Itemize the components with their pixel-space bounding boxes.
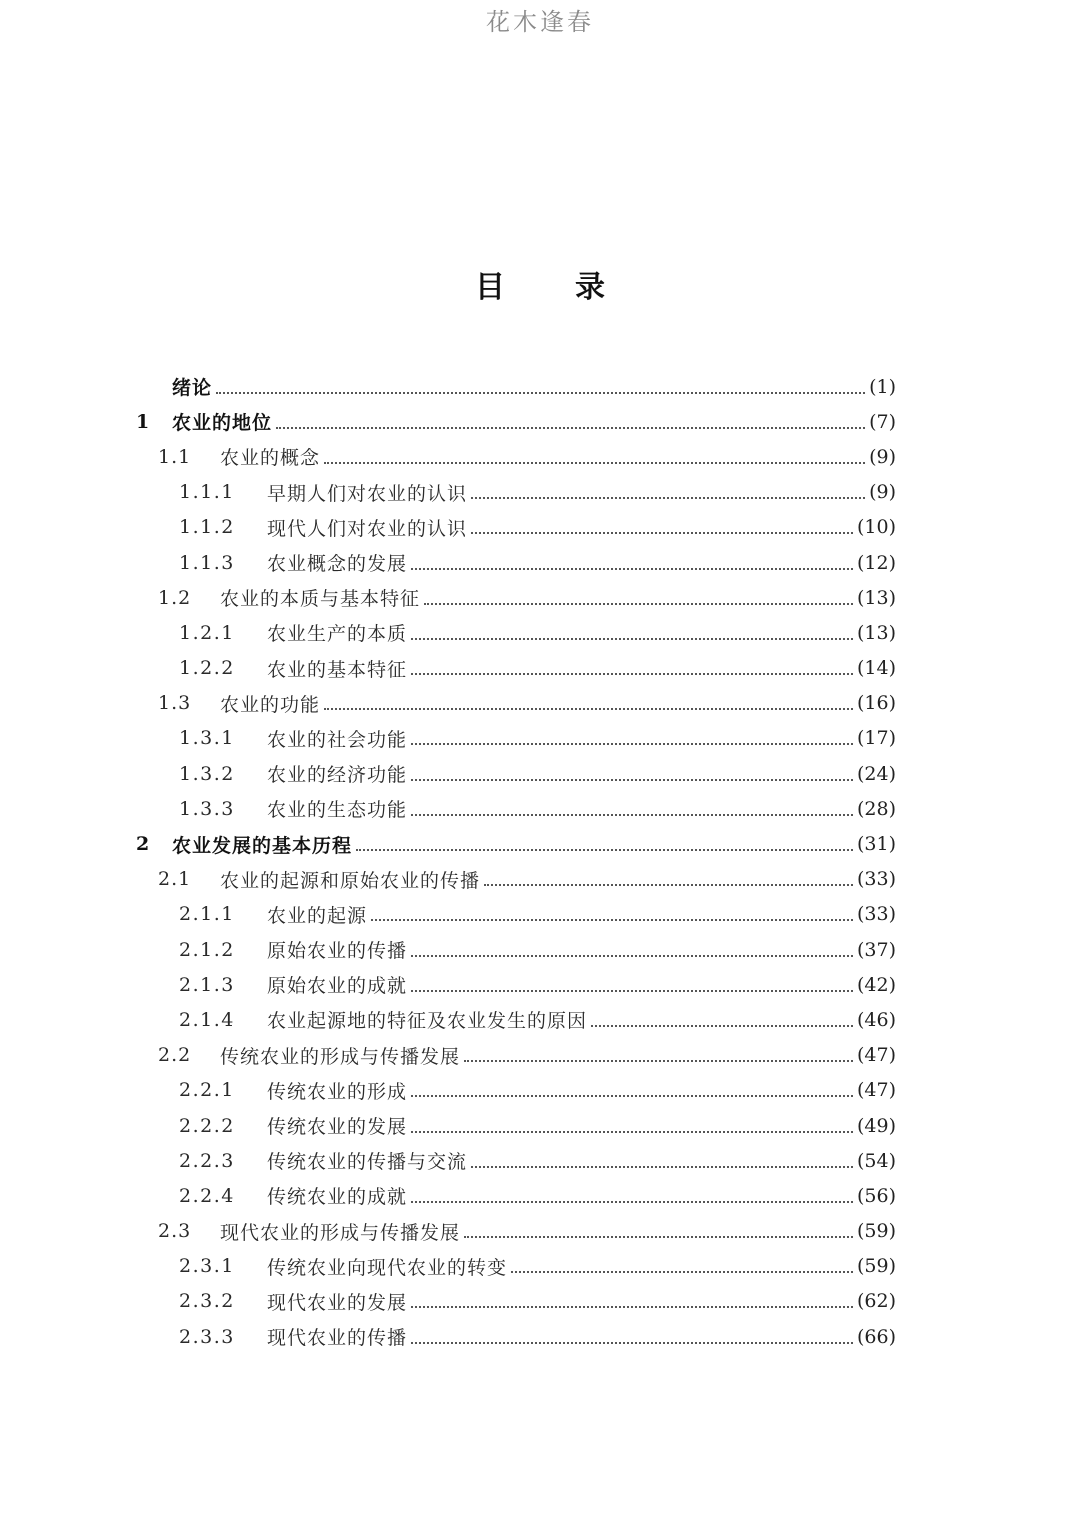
toc-entry-page: (33) — [856, 903, 896, 926]
toc-entry-label: 农业的功能 — [220, 693, 321, 716]
page-title — [0, 262, 1080, 306]
toc-entry-label: 农业的概念 — [220, 447, 321, 470]
toc-entry[interactable] — [136, 615, 896, 650]
toc-entry-number: 2.1.3 — [179, 973, 235, 996]
toc-entry[interactable] — [136, 510, 896, 545]
toc-entry-page: (47) — [856, 1044, 896, 1067]
page-title-char: 目 — [475, 270, 575, 305]
toc-entry-label: 传统农业的发展 — [267, 1116, 408, 1139]
toc-entry-number: 1.1.2 — [179, 516, 235, 539]
dot-leader — [356, 849, 853, 851]
dot-leader — [216, 392, 865, 394]
toc-entry[interactable] — [136, 721, 896, 756]
toc-entry-page: (14) — [856, 657, 896, 680]
toc-entry-number: 2.2.3 — [179, 1149, 235, 1172]
page-title-char: 录 — [575, 270, 675, 305]
toc-entry-page: (31) — [856, 833, 896, 856]
toc-entry-number: 2.3.2 — [179, 1290, 235, 1313]
toc-entry-label: 农业的起源和原始农业的传播 — [220, 869, 481, 892]
toc-entry-label: 传统农业的传播与交流 — [267, 1151, 468, 1174]
dot-leader — [464, 1236, 853, 1238]
toc-entry-label: 农业的社会功能 — [267, 728, 408, 751]
dot-leader — [411, 1095, 853, 1097]
toc-entry-label: 现代农业的传播 — [267, 1327, 408, 1350]
toc-entry-label: 传统农业的形成 — [267, 1080, 408, 1103]
toc-entry-page: (1) — [869, 375, 896, 398]
dot-leader — [411, 743, 853, 745]
toc-entry-page: (37) — [856, 938, 896, 961]
toc-entry[interactable] — [136, 967, 896, 1002]
dot-leader — [411, 990, 853, 992]
toc-entry-label: 现代农业的形成与传播发展 — [220, 1221, 461, 1244]
dot-leader — [471, 1166, 853, 1168]
toc-entry-number: 1.2.1 — [179, 621, 235, 644]
toc-entry-page: (42) — [856, 973, 896, 996]
toc-entry[interactable] — [136, 932, 896, 967]
toc-entry-number: 1.3.3 — [179, 797, 235, 820]
toc-entry-number: 2.3 — [158, 1220, 192, 1243]
toc-entry-label: 农业的起源 — [267, 904, 368, 927]
dot-leader — [411, 779, 853, 781]
toc-entry-number: 1.1 — [158, 445, 192, 468]
toc-entry-number: 2.1.4 — [179, 1008, 235, 1031]
toc-entry-number: 2.2.2 — [179, 1114, 235, 1137]
toc-entry-page: (7) — [869, 410, 896, 433]
dot-leader — [411, 1201, 853, 1203]
toc-entry[interactable] — [136, 545, 896, 580]
toc-entry-page: (47) — [856, 1079, 896, 1102]
toc-entry-page: (10) — [856, 516, 896, 539]
toc-entry-number: 1.2 — [158, 586, 192, 609]
toc-entry-number: 1.3 — [158, 692, 192, 715]
dot-leader — [371, 919, 853, 921]
toc-entry-page: (54) — [856, 1149, 896, 1172]
toc-entry[interactable] — [136, 475, 896, 510]
toc-entry-label: 传统农业的成就 — [267, 1186, 408, 1209]
dot-leader — [324, 708, 853, 710]
toc-entry-number: 2.3.1 — [179, 1255, 235, 1278]
toc-entry-label: 农业的经济功能 — [267, 764, 408, 787]
toc-entry-label: 农业的地位 — [172, 412, 273, 435]
dot-leader — [276, 427, 865, 429]
toc-entry-label: 绪论 — [172, 377, 213, 400]
dot-leader — [424, 603, 853, 605]
toc-entry[interactable] — [136, 439, 896, 474]
toc-entry[interactable] — [136, 580, 896, 615]
toc-entry[interactable] — [136, 1143, 896, 1178]
toc-entry-page: (28) — [856, 797, 896, 820]
toc-entry-label: 传统农业的形成与传播发展 — [220, 1045, 461, 1068]
toc-entry[interactable] — [136, 1002, 896, 1037]
toc-entry[interactable] — [136, 369, 896, 404]
toc-entry-label: 早期人们对农业的认识 — [267, 482, 468, 505]
toc-entry[interactable] — [136, 686, 896, 721]
dot-leader — [471, 497, 865, 499]
dot-leader — [411, 673, 853, 675]
toc-entry-number: 1.1.1 — [179, 481, 235, 504]
dot-leader — [464, 1060, 853, 1062]
dot-leader — [411, 814, 853, 816]
dot-leader — [411, 1342, 853, 1344]
toc-entry-number: 1.3.1 — [179, 727, 235, 750]
toc-entry-label: 农业起源地的特征及农业发生的原因 — [267, 1010, 588, 1033]
toc-entry-page: (59) — [856, 1220, 896, 1243]
toc-entry-number: 2.2.1 — [179, 1079, 235, 1102]
toc-entry[interactable] — [136, 1038, 896, 1073]
toc-entry-number: 2.3.3 — [179, 1325, 235, 1348]
toc-entry-page: (46) — [856, 1008, 896, 1031]
dot-leader — [484, 884, 853, 886]
toc-entry-number: 2.2.4 — [179, 1184, 235, 1207]
toc-entry-number: 1 — [136, 410, 150, 433]
dot-leader — [591, 1025, 853, 1027]
toc-entry-number: 1.1.3 — [179, 551, 235, 574]
dot-leader — [511, 1271, 853, 1273]
toc-entry-page: (9) — [869, 445, 896, 468]
toc-entry[interactable] — [136, 791, 896, 826]
toc-entry-page: (13) — [856, 621, 896, 644]
toc-entry[interactable] — [136, 404, 896, 439]
toc-entry-label: 农业概念的发展 — [267, 553, 408, 576]
dot-leader — [471, 532, 853, 534]
toc-entry-label: 农业的基本特征 — [267, 658, 408, 681]
toc-entry-label: 传统农业向现代农业的转变 — [267, 1256, 508, 1279]
dot-leader — [411, 638, 853, 640]
dot-leader — [324, 462, 865, 464]
toc-entry-page: (49) — [856, 1114, 896, 1137]
toc-entry[interactable] — [136, 756, 896, 791]
toc-entry[interactable] — [136, 651, 896, 686]
toc-entry-page: (59) — [856, 1255, 896, 1278]
toc-entry-number: 2 — [136, 833, 150, 856]
toc-entry-label: 现代农业的发展 — [267, 1291, 408, 1314]
toc-entry-page: (62) — [856, 1290, 896, 1313]
toc-entry-number: 2.1 — [158, 868, 192, 891]
toc-entry[interactable] — [136, 1108, 896, 1143]
toc-entry-page: (24) — [856, 762, 896, 785]
toc-entry[interactable] — [136, 826, 896, 861]
toc-entry-number: 1.3.2 — [179, 762, 235, 785]
toc-entry-label: 农业的生态功能 — [267, 799, 408, 822]
watermark-text: 花木逢春 — [486, 8, 594, 36]
dot-leader — [411, 1131, 853, 1133]
toc-entry-page: (9) — [869, 481, 896, 504]
toc-entry-number: 2.1.2 — [179, 938, 235, 961]
toc-entry-page: (13) — [856, 586, 896, 609]
toc-entry[interactable] — [136, 1214, 896, 1249]
toc-entry-label: 农业的本质与基本特征 — [220, 588, 421, 611]
toc-entry-label: 农业发展的基本历程 — [172, 834, 353, 857]
toc-entry[interactable] — [136, 1073, 896, 1108]
toc-entry[interactable] — [136, 862, 896, 897]
toc-entry-number: 2.1.1 — [179, 903, 235, 926]
dot-leader — [411, 568, 853, 570]
table-of-contents — [136, 369, 896, 1354]
toc-entry-page: (12) — [856, 551, 896, 574]
toc-entry-page: (17) — [856, 727, 896, 750]
toc-entry-number: 2.2 — [158, 1044, 192, 1067]
toc-entry-page: (66) — [856, 1325, 896, 1348]
toc-entry-number: 1.2.2 — [179, 657, 235, 680]
toc-entry-page: (56) — [856, 1184, 896, 1207]
toc-entry[interactable] — [136, 1319, 896, 1354]
dot-leader — [411, 1306, 853, 1308]
toc-entry-label: 原始农业的成就 — [267, 975, 408, 998]
toc-entry-label: 现代人们对农业的认识 — [267, 517, 468, 540]
toc-entry[interactable] — [136, 1249, 896, 1284]
toc-entry[interactable] — [136, 897, 896, 932]
toc-entry[interactable] — [136, 1178, 896, 1213]
toc-entry-label: 原始农业的传播 — [267, 940, 408, 963]
dot-leader — [411, 955, 853, 957]
toc-entry[interactable] — [136, 1284, 896, 1319]
toc-entry-page: (33) — [856, 868, 896, 891]
toc-entry-label: 农业生产的本质 — [267, 623, 408, 646]
toc-entry-page: (16) — [856, 692, 896, 715]
